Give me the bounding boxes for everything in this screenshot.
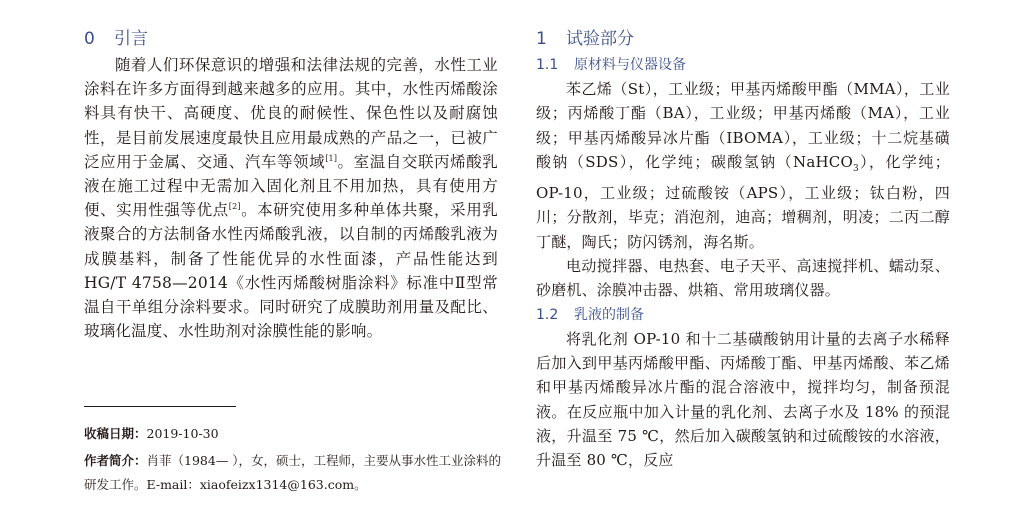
section-number: 1 xyxy=(536,29,547,49)
subsection-title: 原材料与仪器设备 xyxy=(574,57,686,73)
footnote-divider xyxy=(84,406,236,407)
intro-text-3: 。本研究使用多种单体共聚，采用乳液聚合的方法制备水性丙烯酸乳液，以自制的丙烯酸乳液为成膜基料，制备了性能优异的水性面漆，产品性能达到 HG/T 4758—2014《水性丙烯酸树脂涂料》标准中Ⅱ型常温自干单组分涂料要求。同时研究了成膜助剂用量及配比、玻璃化温度、水性助剂对涂膜性能的影响。 xyxy=(84,201,498,341)
subscript-3: 3 xyxy=(852,163,859,174)
emulsion-paragraph: 将乳化剂 OP-10 和十二基磺酸钠用计量的去离子水稀释后加入到甲基丙烯酸甲酯、丙烯酸丁酯、甲基丙烯酸、苯乙烯和甲基丙烯酸异冰片酯的混合溶液中，搅拌均匀，制备预混液。在反应瓶中加入计量的乳化剂、去离子水及 18% 的预混液，升温至 75 ℃，然后加入碳酸氢钠和过硫酸铵的水溶液，升温至 80 ℃，反应 xyxy=(536,329,950,470)
citation-2: [2] xyxy=(228,202,241,212)
subsection-number: 1.1 xyxy=(536,57,559,73)
intro-text-1: 随着人们环保意识的增强和法律法规的完善，水性工业涂料在许多方面得到越来越多的应用。其中，水性丙烯酸涂料具有快干、高硬度、优良的耐候性、保色性以及耐腐蚀性，是目前发展速度最快且应用最成熟的产品之一，已被广泛应用于金属、交通、汽车等领域 xyxy=(84,56,498,171)
subsection-title: 乳液的制备 xyxy=(574,306,644,323)
received-date-label: 收稿日期： xyxy=(84,426,147,441)
received-date-note xyxy=(84,422,504,446)
subsection-heading-emulsion xyxy=(536,303,950,327)
materials-text-2: ），化学纯；OP-10，工业级；过硫酸铵（APS），工业级；钛白粉，四川；分散剂，毕克；消泡剂，迪高；增稠剂，明凌；二丙二醇丁醚，陶氏；防闪锈剂，海名斯。 xyxy=(536,152,951,251)
citation-1: [1] xyxy=(325,153,338,163)
section-heading-introduction xyxy=(84,26,498,52)
section-title: 试验部分 xyxy=(566,29,634,49)
section-number: 0 xyxy=(84,29,95,49)
section-title: 引言 xyxy=(114,29,148,49)
right-column xyxy=(536,26,950,472)
materials-paragraph xyxy=(536,77,950,254)
section-heading-experimental xyxy=(536,26,950,52)
materials-text-1: 苯乙烯（St），工业级；甲基丙烯酸甲酯（MMA），工业级；丙烯酸丁酯（BA），工业级；甲基丙烯酸（MA），工业级；甲基丙烯酸异冰片酯（IBOMA），工业级；十二烷基磺酸钠（SDS），化学纯；碳酸氢钠（NaHCO xyxy=(536,80,950,171)
introduction-paragraph xyxy=(84,53,498,343)
author-bio-value: 肖菲（1984— ），女，硕士，工程师，主要从事水性工业涂料的研发工作。E-mail：xiaofeizx1314@163.com。 xyxy=(84,453,502,492)
received-date-value: 2019-10-30 xyxy=(146,426,219,441)
subsection-heading-materials xyxy=(536,53,950,77)
author-bio-note xyxy=(84,449,504,497)
intro-text-2: 。室温自交联丙烯酸乳液在施工过程中无需加入固化剂且不用加热，具有使用方便、实用性强等优点 xyxy=(84,152,498,220)
author-bio-label: 作者简介： xyxy=(84,453,147,468)
subsection-number: 1.2 xyxy=(536,306,559,323)
left-column xyxy=(84,26,498,343)
equipment-paragraph: 电动搅拌器、电热套、电子天平、高速搅拌机、蠕动泵、砂磨机、涂膜冲击器、烘箱、常用玻璃仪器。 xyxy=(536,257,950,300)
